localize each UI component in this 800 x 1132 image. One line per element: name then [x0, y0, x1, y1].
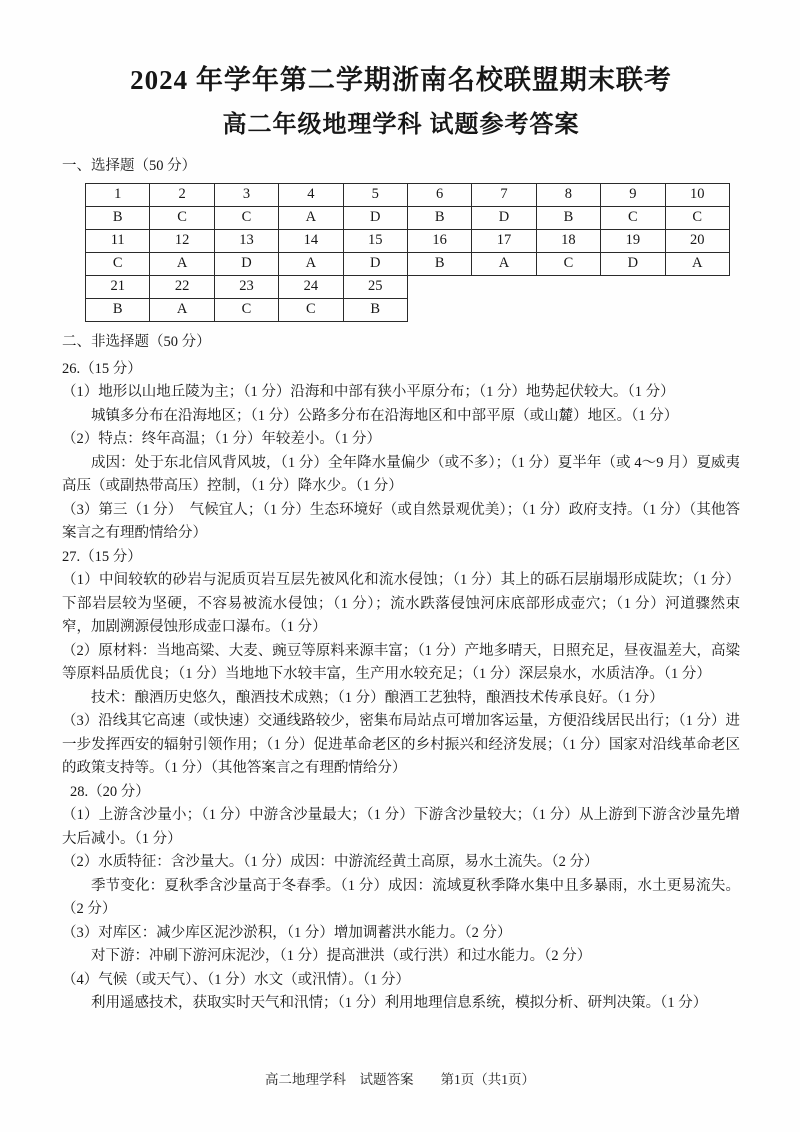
answer-cell: 14 — [279, 229, 343, 252]
answer-cell: A — [150, 298, 214, 321]
answer-paragraph: （3）对库区：减少库区泥沙淤积，（1 分）增加调蓄洪水能力。（2 分） — [62, 924, 512, 941]
answer-cell: D — [472, 206, 536, 229]
answer-cell: 23 — [214, 275, 278, 298]
answer-cell: D — [343, 206, 407, 229]
answer-cell: 19 — [601, 229, 665, 252]
answer-paragraph: 季节变化：夏秋季含沙量高于冬春季。（1 分）成因：流域夏秋季降水集中且多暴雨，水土更易流失。（2 分） — [62, 877, 740, 918]
answer-cell: 4 — [279, 183, 343, 206]
answer-cell: C — [536, 252, 600, 275]
answer-cell: 7 — [472, 183, 536, 206]
answer-paragraph: （4）气候（或天气）、（1 分）水文（或汛情）。（1 分） — [62, 971, 410, 988]
table-row — [86, 298, 730, 321]
answer-cell: 18 — [536, 229, 600, 252]
answer-cell: 11 — [86, 229, 150, 252]
answer-cell: 9 — [601, 183, 665, 206]
answer-paragraph: 成因：处于东北信风背风坡，（1 分）全年降水量偏少（或不多）；（1 分）夏半年（或 4～9 月）夏威夷高压（或副热带高压）控制，（1 分）降水少。（1 分） — [62, 454, 740, 495]
answer-cell: C — [665, 206, 729, 229]
doc-subtitle: 高二年级地理学科 试题参考答案 — [222, 111, 580, 138]
answer-cell: A — [472, 252, 536, 275]
answer-paragraph: 技术：酿酒历史悠久，酿酒技术成熟；（1 分）酿酒工艺独特，酿酒技术传承良好。（1 分） — [91, 689, 664, 706]
answer-cell: B — [407, 252, 471, 275]
answer-cell: 10 — [665, 183, 729, 206]
answer-paragraph: 对下游：冲刷下游河床泥沙，（1 分）提高泄洪（或行洪）和过水能力。（2 分） — [91, 948, 592, 965]
answer-cell: B — [536, 206, 600, 229]
answer-table — [85, 183, 730, 322]
answer-cell: D — [343, 252, 407, 275]
answer-cell: D — [214, 252, 278, 275]
answer-paragraph: （2）水质特征：含沙量大。（1 分）成因：中游流经黄土高原，易水土流失。（2 分） — [62, 854, 599, 871]
answer-paragraph: （3）第三（1 分） 气候宜人；（1 分）生态环境好（或自然景观优美）；（1 分）政府支持。（1 分）（其他答案言之有理酌情给分） — [62, 501, 740, 542]
answer-cell: 21 — [86, 275, 150, 298]
answer-cell: 12 — [150, 229, 214, 252]
table-row — [86, 229, 730, 252]
section-free-response-heading: 二、非选择题（50 分） — [62, 333, 211, 350]
page-footer: 高二地理学科 试题答案 第1页（共1页） — [265, 1072, 535, 1087]
answer-cell: A — [279, 206, 343, 229]
answer-cell: 22 — [150, 275, 214, 298]
answer-cell: 24 — [279, 275, 343, 298]
answer-cell: A — [279, 252, 343, 275]
answer-cell: 5 — [343, 183, 407, 206]
table-row — [86, 183, 730, 206]
answer-paragraph: 26.（15 分） — [62, 360, 142, 377]
answer-cell: 13 — [214, 229, 278, 252]
answer-paragraph: （1）中间较软的砂岩与泥质页岩互层先被风化和流水侵蚀；（1 分）其上的砾石层崩塌形成陡坎；（1 分）下部岩层较为坚硬，不容易被流水侵蚀；（1 分）；流水跌落侵蚀河床底部形成壶穴；（1 分）河道骤然束窄，加剧溯源侵蚀形成壶口瀑布。（1 分） — [62, 572, 740, 636]
answer-cell: A — [150, 252, 214, 275]
answer-cell: 25 — [343, 275, 407, 298]
answer-cell: C — [279, 298, 343, 321]
answer-paragraph: 27.（15 分） — [62, 548, 142, 565]
answer-paragraph: （1）上游含沙量小；（1 分）中游含沙量最大；（1 分）下游含沙量较大；（1 分）从上游到下游含沙量先增大后减小。（1 分） — [62, 807, 740, 847]
answer-cell: 16 — [407, 229, 471, 252]
answer-cell: C — [214, 206, 278, 229]
table-row — [86, 252, 730, 275]
answer-cell: C — [86, 252, 150, 275]
answer-cell: 17 — [472, 229, 536, 252]
answer-cell: 2 — [150, 183, 214, 206]
answer-paragraph: （2）原材料：当地高粱、大麦、豌豆等原料来源丰富；（1 分）产地多晴天，日照充足，昼夜温差大，高粱等原料品质优良；（1 分）当地地下水较丰富，生产用水较充足；（1 分）深层泉水，水质洁净。（1 分） — [62, 642, 740, 683]
answer-cell: 3 — [214, 183, 278, 206]
answer-paragraph: （1）地形以山地丘陵为主；（1 分）沿海和中部有狭小平原分布；（1 分）地势起伏较大。（1 分） — [62, 384, 675, 401]
answer-cell: D — [601, 252, 665, 275]
answer-cell: 20 — [665, 229, 729, 252]
answer-cell: 6 — [407, 183, 471, 206]
table-row — [86, 275, 730, 298]
doc-title: 2024 年学年第二学期浙南名校联盟期末联考 — [130, 65, 672, 95]
answer-cell: C — [214, 298, 278, 321]
answer-cell: B — [407, 206, 471, 229]
answer-cell: B — [343, 298, 407, 321]
answer-paragraph: 28.（20 分） — [70, 783, 150, 800]
answer-paragraph: 利用遥感技术，获取实时天气和汛情；（1 分）利用地理信息系统，模拟分析、研判决策。（1 分） — [91, 995, 708, 1012]
answer-cell: B — [86, 206, 150, 229]
answer-cell: 8 — [536, 183, 600, 206]
answer-cell: C — [601, 206, 665, 229]
answer-cell: 1 — [86, 183, 150, 206]
answer-paragraph: （2）特点：终年高温；（1 分）年较差小。（1 分） — [62, 431, 381, 448]
answer-paragraph: （3）沿线其它高速（或快速）交通线路较少，密集布局站点可增加客运量，方便沿线居民出行；（1 分）进一步发挥西安的辐射引领作用；（1 分）促进革命老区的乡村振兴和经济发展；（1 分）国家对沿线革命老区的政策支持等。（1 分）（其他答案言之有理酌情给分） — [62, 713, 740, 777]
answer-cell: A — [665, 252, 729, 275]
free-response-answers — [62, 358, 740, 1016]
section-choice-heading: 一、选择题（50 分） — [62, 157, 197, 174]
answer-cell: B — [86, 298, 150, 321]
table-row — [86, 206, 730, 229]
answer-cell: C — [150, 206, 214, 229]
answer-cell: 15 — [343, 229, 407, 252]
answer-paragraph: 城镇多分布在沿海地区；（1 分）公路多分布在沿海地区和中部平原（或山麓）地区。（1 分） — [91, 407, 679, 424]
